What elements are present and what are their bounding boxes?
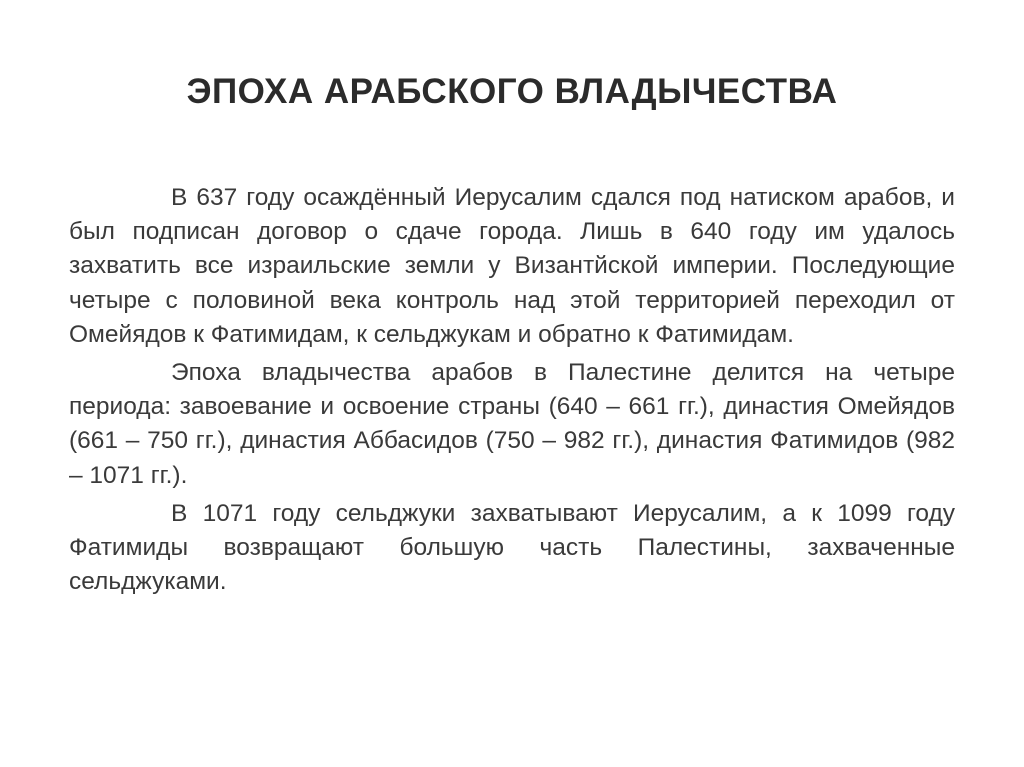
- paragraph-3: В 1071 году сельджуки захватывают Иерусалим, а к 1099 году Фатимиды возвращают большую часть Палестины, захваченные сельджуками.: [69, 499, 955, 596]
- paragraph-2: Эпоха владычества арабов в Палестине делится на четыре периода: завоевание и освоение страны (640 – 661 гг.), династия Омейядов (661 – 750 гг.), династия Аббасидов (750 – 982 гг.), династия Фатимидов (982 – 1071 гг.).: [69, 359, 955, 489]
- slide-title: ЭПОХА АРАБСКОГО ВЛАДЫЧЕСТВА: [186, 72, 838, 111]
- paragraph-1: В 637 году осаждённый Иерусалим сдался под натиском арабов, и был подписан договор о сдаче города. Лишь в 640 году им удалось захватить все израильские земли у Византйской империи. Последующие четыре с половиной века контроль над этой территорией переходил от Омейядов к Фатимидам, к сельджукам и обратно к Фатимидам.: [69, 184, 955, 348]
- slide-body: [69, 181, 955, 603]
